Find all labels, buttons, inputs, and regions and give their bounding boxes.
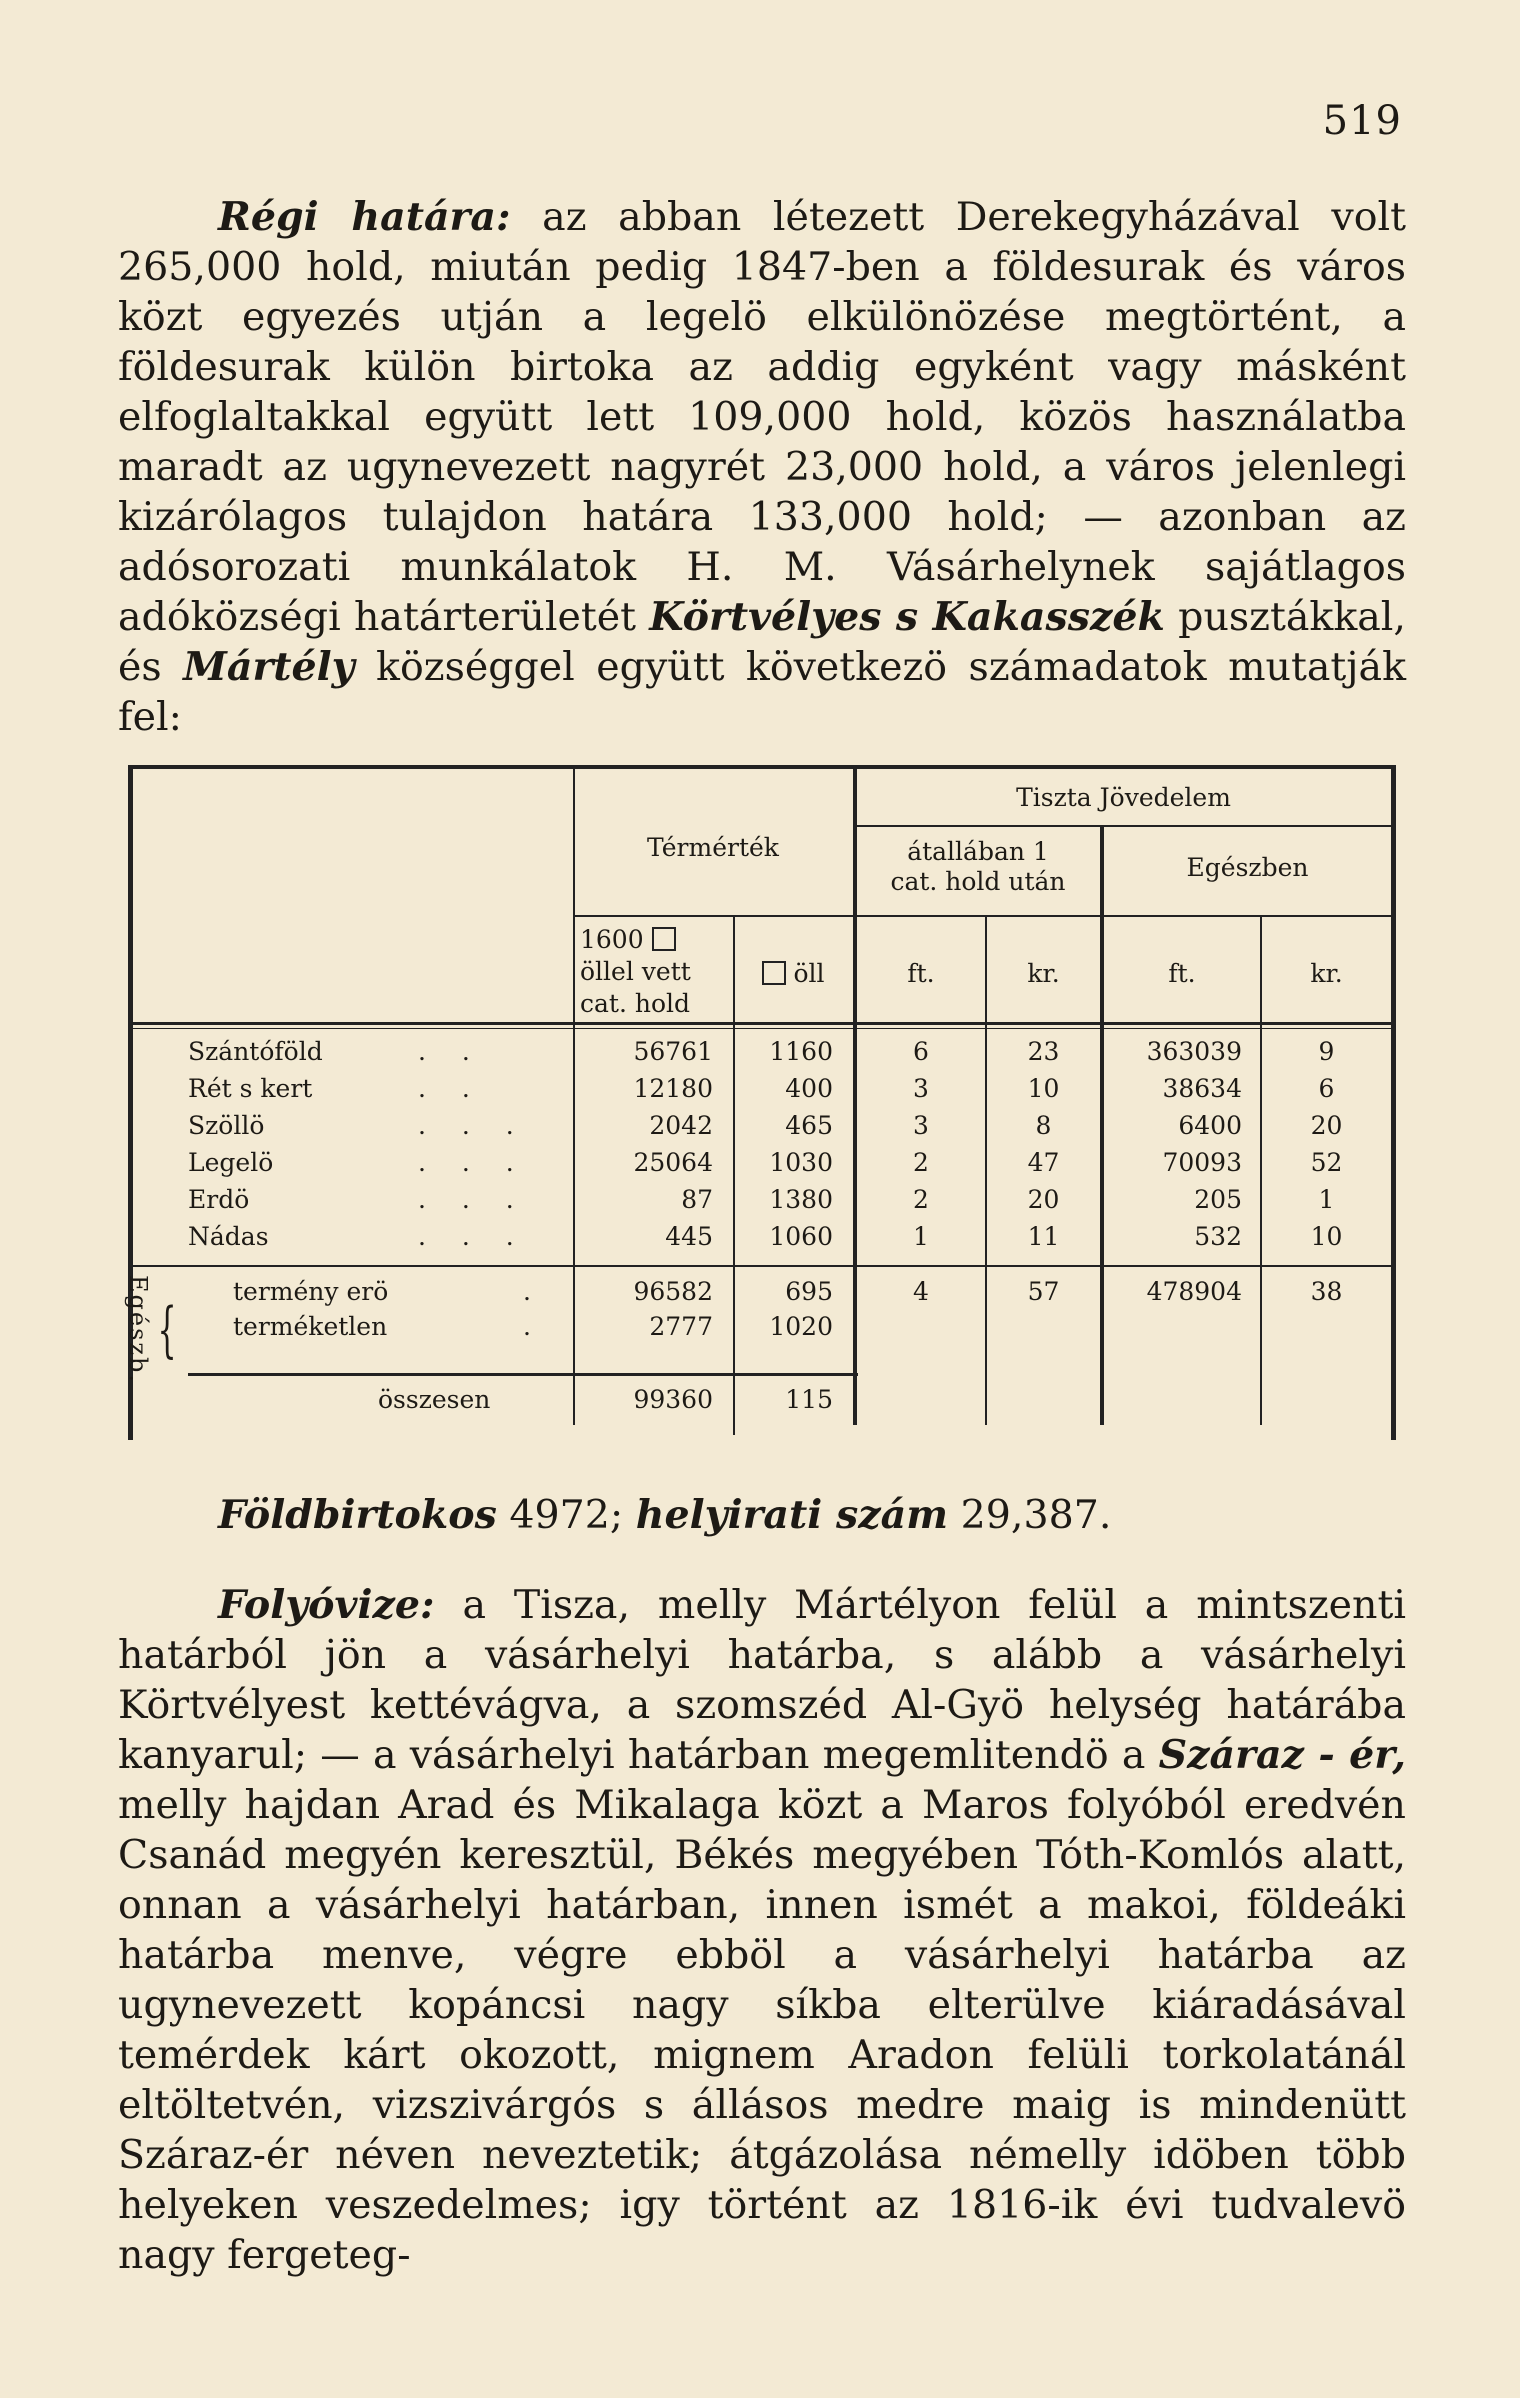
table-cell-ekr: 1: [1318, 1185, 1335, 1214]
place-name: Körtvélyes s Kakasszék: [649, 594, 1165, 640]
total-hold: 99360: [633, 1385, 713, 1414]
table-cell-hold: 445: [665, 1222, 713, 1251]
paragraph-text: a Tisza, melly Mártélyon felül a mintszenti határból jön a vásárhelyi határba, s alább a vásárhelyi Körtvélyest kettévágva, a szomszéd Al-Gyö helység határába kanyarul; — a vásárhelyi határban megemlitendö a: [118, 1582, 1406, 1778]
paragraph-text: az abban létezett Derekegyházával volt 265,000 hold, miután pedig 1847-ben a földesurak és város közt egyezés utján a legelö elkülönözése megtörtént, a földesurak külön birtoka az addig egyként vagy másként elfoglaltakkal együtt lett 109,000 hold, közös használatba maradt az ugynevezett nagyrét 23,000 hold, a város jelenlegi kizárólagos tulajdon határa 133,000 hold; — azonban az adósorozati munkálatok H. M. Vásárhelynek sajátlagos adóközségi határterületét: [118, 194, 1406, 640]
header-kr: kr.: [1027, 959, 1060, 988]
table-cell-eft: 363039: [1146, 1037, 1242, 1066]
table-row-label: Rét s kert: [188, 1074, 313, 1103]
sum-row-label: termény erö: [233, 1277, 389, 1306]
table-cell-hold: 87: [681, 1185, 713, 1214]
header-oll-text: öll: [793, 959, 825, 988]
sum-eft: 478904: [1146, 1277, 1242, 1306]
paragraph-text: pusztákkal, és: [118, 594, 1406, 690]
square-icon: [652, 927, 676, 951]
table-cell-kr: 20: [1027, 1185, 1060, 1214]
sum-row-label: terméketlen: [233, 1312, 388, 1341]
table-cell-ekr: 10: [1310, 1222, 1343, 1251]
table-row-label: Nádas: [188, 1222, 269, 1251]
paragraph-text: melly hajdan Arad és Mikalaga közt a Maros folyóból eredvén Csanád megyén keresztül, Békés megyében Tóth-Komlós alatt, onnan a vásárhelyi határban, innen ismét a makoi, földeáki határba menve, végre ebböl a vásárhelyi határba az ugynevezett kopáncsi nagy síkba elterülve kiáradásával temérdek kárt okozott, mignem Aradon felüli torkolatánál eltöltetvén, vizszivárgós s állásos medre maig is mindenütt Száraz-ér néven neveztetik; átgázolása némelly idöben több helyeken veszedelmes; igy történt az 1816-ik évi tudvalevö nagy fergeteg-: [118, 1782, 1406, 2278]
paragraph-lead: Régi határa:: [218, 194, 511, 240]
sum-row-hold: 96582: [633, 1277, 713, 1306]
table-row-dots: . .: [418, 1074, 484, 1103]
table-cell-ft: 1: [913, 1222, 929, 1251]
table-row-dots: . . .: [418, 1222, 528, 1251]
header-atlag-cat: cat. hold után: [890, 867, 1066, 896]
table-cell-kr: 11: [1027, 1222, 1060, 1251]
brace-icon: {: [157, 1295, 177, 1365]
sum-row-oll: 1020: [769, 1312, 833, 1341]
table-cell-oll: 1030: [769, 1148, 833, 1177]
table-cell-ft: 6: [913, 1037, 929, 1066]
table-cell-oll: 1380: [769, 1185, 833, 1214]
table-cell-hold: 56761: [633, 1037, 713, 1066]
sum-row-dot: .: [523, 1312, 531, 1341]
sum-ft: 4: [913, 1277, 929, 1306]
header-atlag: átallában 1: [907, 837, 1049, 866]
header-ft: ft.: [907, 959, 935, 988]
paragraph-text: 4972;: [496, 1492, 636, 1538]
paragraph-text: községgel együtt következö számadatok mutatják fel:: [118, 644, 1407, 740]
table-row-dots: . . .: [418, 1148, 528, 1177]
header-termertek: Térmérték: [647, 833, 779, 862]
table-cell-ft: 3: [913, 1074, 929, 1103]
table-cell-kr: 23: [1027, 1037, 1060, 1066]
table-row-dots: . . .: [418, 1111, 528, 1140]
table-cell-oll: 400: [785, 1074, 833, 1103]
table-cell-ekr: 20: [1310, 1111, 1343, 1140]
header-tiszta-jovedelem: Tiszta Jövedelem: [1016, 783, 1231, 812]
place-name: Száraz - ér,: [1158, 1732, 1406, 1778]
place-name: Mártély: [183, 644, 355, 690]
header-oll: [733, 959, 853, 988]
header-1600-text: 1600: [580, 925, 644, 954]
header-1600: [580, 925, 676, 954]
square-icon: [762, 961, 786, 985]
table-cell-oll: 465: [785, 1111, 833, 1140]
table-cell-ft: 2: [913, 1148, 929, 1177]
table-row-label: Legelö: [188, 1148, 274, 1177]
egeszb-vertical-label: Egészb.: [124, 1275, 152, 1385]
sum-row-oll: 695: [785, 1277, 833, 1306]
sum-row-hold: 2777: [649, 1312, 713, 1341]
total-oll: 115: [785, 1385, 833, 1414]
land-statistics-table: [124, 765, 1396, 1440]
table-cell-ekr: 9: [1318, 1037, 1335, 1066]
table-cell-kr: 47: [1027, 1148, 1060, 1177]
table-cell-kr: 8: [1035, 1111, 1052, 1140]
table-row-dots: . .: [418, 1037, 484, 1066]
paragraph-text: 29,387.: [948, 1492, 1112, 1538]
header-egeszben: Egészben: [1186, 853, 1309, 882]
table-cell-ft: 2: [913, 1185, 929, 1214]
table-cell-ekr: 6: [1318, 1074, 1335, 1103]
paragraph-italic: helyirati szám: [635, 1492, 949, 1538]
table-cell-hold: 2042: [649, 1111, 713, 1140]
table-row-dots: . . .: [418, 1185, 528, 1214]
paragraph-folyovize: [118, 1580, 1406, 2280]
paragraph-foldbirtokos: [118, 1490, 1406, 1540]
paragraph-lead: Földbirtokos: [218, 1492, 497, 1538]
table-cell-ft: 3: [913, 1111, 929, 1140]
sum-kr: 57: [1027, 1277, 1060, 1306]
paragraph-lead: Folyóvize:: [218, 1582, 435, 1628]
table-cell-ekr: 52: [1310, 1148, 1343, 1177]
header-cat-hold: cat. hold: [580, 989, 690, 1018]
table-cell-kr: 10: [1027, 1074, 1060, 1103]
paragraph-regi-hatara: [118, 192, 1406, 742]
sum-row-dot: .: [523, 1277, 531, 1306]
header-ft-egesz: ft.: [1168, 959, 1196, 988]
table-cell-eft: 6400: [1178, 1111, 1242, 1140]
table-cell-hold: 12180: [633, 1074, 713, 1103]
table-row-label: Szántóföld: [188, 1037, 323, 1066]
sum-ekr: 38: [1310, 1277, 1343, 1306]
header-kr-egesz: kr.: [1310, 959, 1343, 988]
table-row-label: Szöllö: [188, 1111, 265, 1140]
header-ollel: öllel vett: [580, 957, 691, 986]
page-number: 519: [1322, 98, 1402, 144]
table-cell-oll: 1060: [769, 1222, 833, 1251]
total-label: összesen: [378, 1385, 491, 1414]
table-cell-eft: 70093: [1162, 1148, 1242, 1177]
table-cell-eft: 38634: [1162, 1074, 1242, 1103]
table-cell-oll: 1160: [769, 1037, 833, 1066]
table-cell-eft: 205: [1194, 1185, 1242, 1214]
table-cell-eft: 532: [1194, 1222, 1242, 1251]
table-cell-hold: 25064: [633, 1148, 713, 1177]
table-row-label: Erdö: [188, 1185, 250, 1214]
